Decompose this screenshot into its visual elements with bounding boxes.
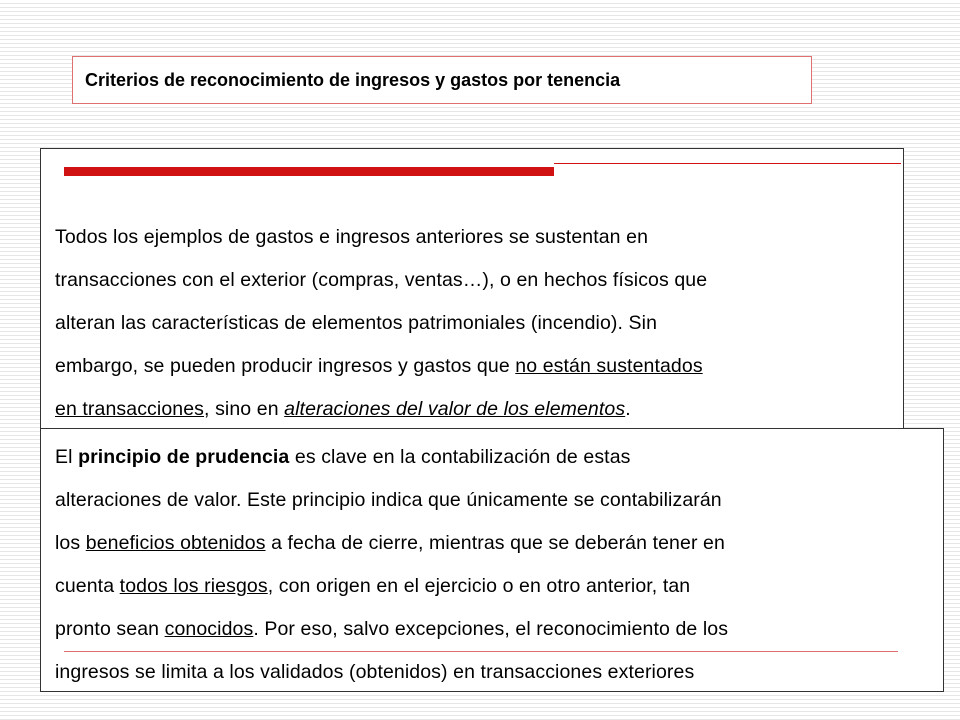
underlined-text: beneficios obtenidos bbox=[85, 532, 266, 554]
paragraph-transactions bbox=[55, 216, 905, 431]
text-run: . bbox=[625, 398, 631, 420]
text-line bbox=[55, 436, 945, 479]
underlined-text: en transacciones bbox=[55, 398, 205, 420]
slide-title: Criterios de reconocimiento de ingresos y gastos por tenencia bbox=[85, 69, 621, 90]
text-run: cuenta bbox=[55, 575, 120, 597]
decorative-red-bar bbox=[64, 167, 554, 176]
text-run: embargo, se pueden producir ingresos y gastos que bbox=[55, 355, 516, 377]
text-run: a fecha de cierre, mientras que se deberán tener en bbox=[265, 532, 725, 554]
text-line: alteraciones de valor. Este principio indica que únicamente se contabilizarán bbox=[55, 489, 722, 511]
text-run: es clave en la contabilización de estas bbox=[289, 446, 631, 468]
text-line bbox=[55, 608, 945, 651]
text-line bbox=[55, 388, 905, 431]
text-run: los bbox=[55, 532, 86, 554]
text-line: alteran las características de elementos patrimoniales (incendio). Sin bbox=[55, 312, 658, 334]
decorative-red-line bbox=[554, 163, 901, 164]
text-line: transacciones con el exterior (compras, ventas…), o en hechos físicos que bbox=[55, 269, 708, 291]
title-box bbox=[72, 56, 812, 104]
bold-text: principio de prudencia bbox=[78, 446, 290, 468]
underlined-italic-text: alteraciones del valor de los elementos bbox=[284, 398, 626, 420]
text-line: Todos los ejemplos de gastos e ingresos anteriores se sustentan en bbox=[55, 226, 649, 248]
text-line: ingresos se limita a los validados (obtenidos) en transacciones exteriores bbox=[55, 661, 695, 683]
underlined-text: conocidos bbox=[164, 618, 254, 640]
text-run: , con origen en el ejercicio o en otro anterior, tan bbox=[267, 575, 691, 597]
text-run: . Por eso, salvo excepciones, el reconocimiento de los bbox=[253, 618, 729, 640]
text-run: El bbox=[55, 446, 79, 468]
text-line bbox=[55, 345, 905, 388]
paragraph-prudence bbox=[55, 436, 945, 694]
text-line bbox=[55, 522, 945, 565]
text-run: , sino en bbox=[204, 398, 285, 420]
underlined-text: todos los riesgos bbox=[119, 575, 268, 597]
text-line bbox=[55, 565, 945, 608]
underlined-text: no están sustentados bbox=[515, 355, 703, 377]
text-run: pronto sean bbox=[55, 618, 165, 640]
